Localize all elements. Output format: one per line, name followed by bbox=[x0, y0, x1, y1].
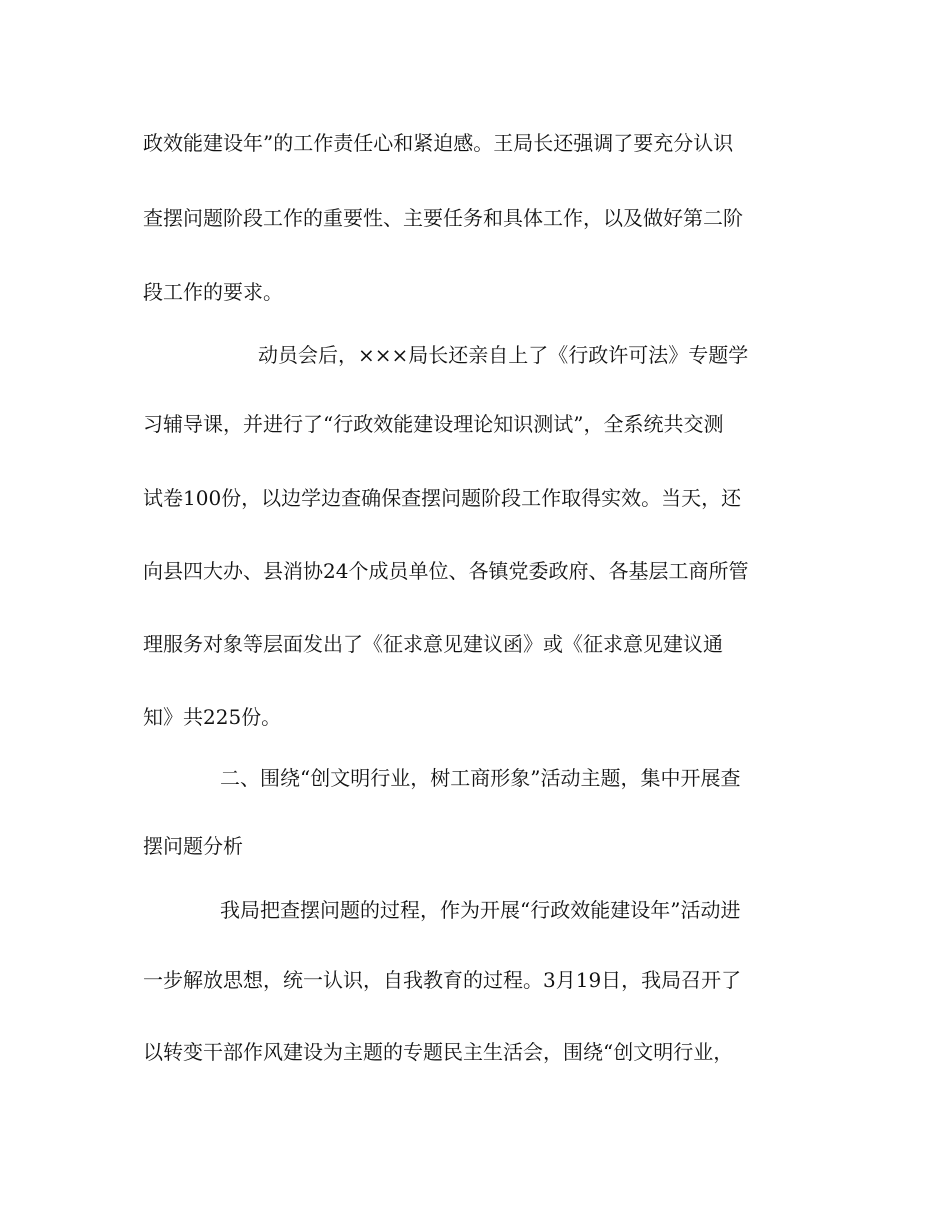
paragraph-line: 理服务对象等层面发出了《征求意见建议函》或《征求意见建议通 bbox=[143, 632, 723, 656]
paragraph-line: 向县四大办、县消协24个成员单位、各镇党委政府、各基层工商所管 bbox=[143, 559, 749, 583]
section-heading-line: 摆问题分析 bbox=[143, 834, 243, 858]
paragraph-line: 习辅导课，并进行了“行政效能建设理论知识测试”，全系统共交测 bbox=[143, 412, 724, 436]
paragraph-line: 政效能建设年”的工作责任心和紧迫感。王局长还强调了要充分认识 bbox=[143, 131, 734, 155]
paragraph-line: 动员会后，×××局长还亲自上了《行政许可法》专题学 bbox=[258, 343, 749, 367]
paragraph-line: 段工作的要求。 bbox=[143, 280, 283, 304]
section-heading-line: 二、围绕“创文明行业，树工商形象”活动主题，集中开展查 bbox=[220, 766, 741, 790]
paragraph-line: 知》共225份。 bbox=[143, 705, 282, 729]
paragraph-line: 以转变干部作风建设为主题的专题民主生活会，围绕“创文明行业， bbox=[143, 1040, 734, 1064]
paragraph-line: 一步解放思想，统一认识，自我教育的过程。3月19日，我局召开了 bbox=[143, 968, 742, 992]
paragraph-line: 查摆问题阶段工作的重要性、主要任务和具体工作，以及做好第二阶 bbox=[143, 206, 743, 230]
paragraph-line: 我局把查摆问题的过程，作为开展“行政效能建设年”活动进 bbox=[220, 898, 741, 922]
paragraph-line: 试卷100份，以边学边查确保查摆问题阶段工作取得实效。当天，还 bbox=[143, 486, 742, 510]
